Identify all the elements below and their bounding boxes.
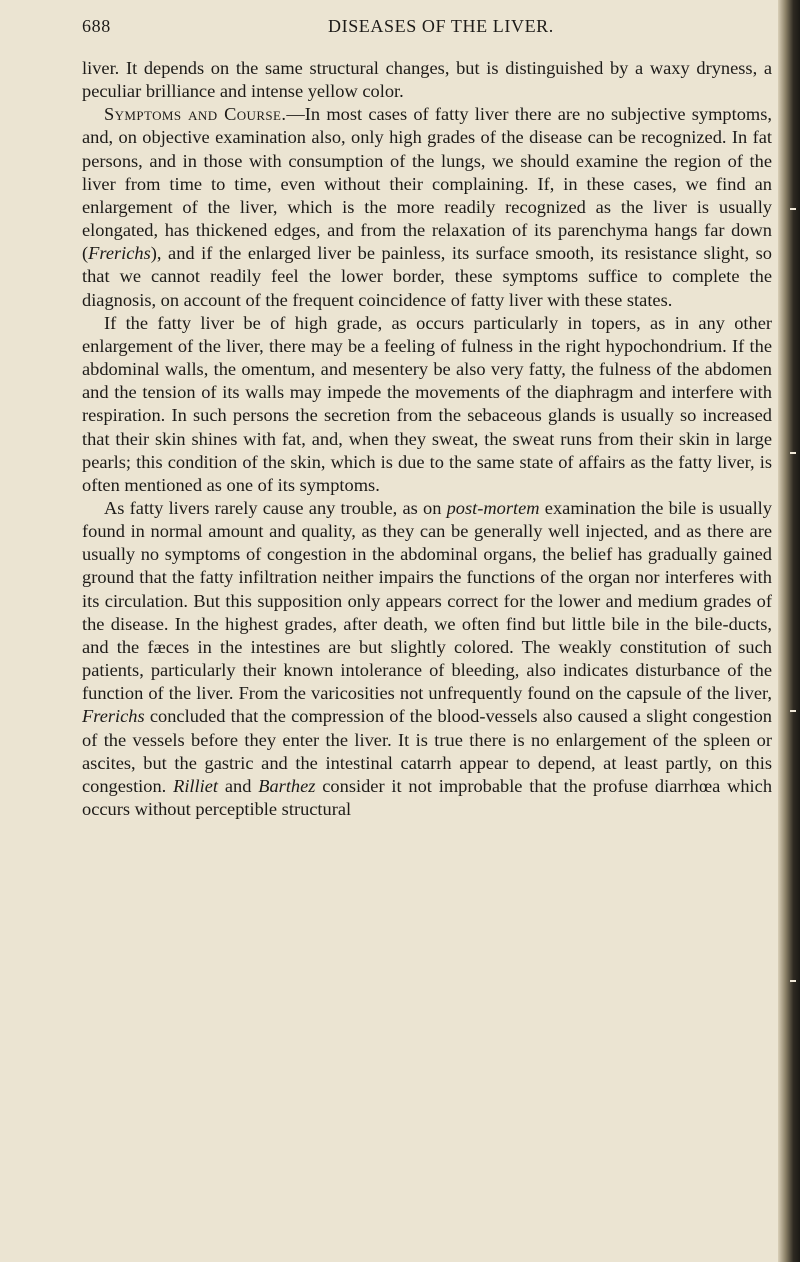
paragraph-symptoms-and-course	[82, 103, 772, 311]
paragraph-continuation: liver. It depends on the same structural changes, but is distinguished by a waxy dryness, a peculiar brilliance and intense yellow color.	[82, 58, 772, 102]
paragraph-text: consider it not improbable that the profuse diarrhœa which occurs without perceptible structural	[82, 775, 773, 819]
author-name: Barthez	[258, 775, 316, 796]
paragraph-text: examination the bile is usually found in normal amount and quality, as they can be generally well injected, and as there are usually no symptoms of congestion in the abdominal organs, the belief has gradually gained ground that the fatty infiltration neither impairs the functions of the organ nor interferes with its circulation. But this supposition only appears correct for the lower and medium grades of the disease. In the highest grades, after death, we often find but little bile in the bile-ducts, and the fæces in the intestines are but slightly colored. The weakly constitution of such patients, particularly their known intolerance of bleeding, also indicates disturbance of the function of the liver. From the varicosities not unfrequently found on the capsule of the liver,	[82, 497, 772, 704]
author-name: Frerichs	[88, 243, 151, 264]
author-name: Frerichs	[82, 706, 145, 727]
running-title: DISEASES OF THE LIVER.	[328, 16, 554, 36]
section-heading: Symptoms and Course.	[104, 104, 287, 125]
running-head	[82, 16, 772, 46]
paragraph-high-grade: If the fatty liver be of high grade, as occurs particularly in topers, as in any other enlargement of the liver, there may be a feeling of fulness in the right hypochondrium. If the abdominal walls, the omentum, and mesentery be also very fatty, the fulness of the abdomen and the tension of its walls may impede the movements of the diaphragm and interfere with respiration. In such persons the secretion from the sebaceous glands is usually so increased that their skin shines with fat, and, when they sweat, the sweat runs from their skin in large pearls; this condition of the skin, which is due to the same state of affairs as the fatty liver, is often mentioned as one of its symptoms.	[82, 312, 772, 495]
page-edge-shadow	[778, 0, 800, 1262]
paragraph-text: As fatty livers rarely cause any trouble, as on	[104, 497, 447, 518]
body-text	[82, 57, 772, 821]
latin-term: post-mortem	[446, 497, 540, 518]
paragraph-text: ), and if the enlarged liver be painless, its surface smooth, its resistance slight, so that we cannot readily feel the lower border, these symptoms suffice to complete the diagnosis, on account of the frequent coincidence of fatty liver with these states.	[82, 243, 772, 310]
paragraph-text: concluded that the compression of the blood-vessels also caused a slight congestion of the vessels before they enter the liver. It is true there is no enlargement of the spleen or ascites, but the gastric and the intestinal catarrh appear to depend, at least partly, on this congestion.	[82, 706, 772, 796]
paragraph-text: and	[218, 775, 259, 796]
paragraph-post-mortem	[82, 497, 772, 821]
author-name: Rilliet	[173, 775, 219, 796]
page-number: 688	[82, 16, 111, 36]
paragraph-text: —In most cases of fatty liver there are no subjective symptoms, and, on objective examination also, only high grades of the disease can be recognized. In fat persons, and in those with consumption of the lungs, we should examine the region of the liver from time to time, even without their complaining. If, in these cases, we find an enlargement of the liver, which is the more readily recognized as the liver is usually elongated, has thickened edges, and from the relaxation of its parenchyma hangs far down (	[82, 104, 772, 264]
